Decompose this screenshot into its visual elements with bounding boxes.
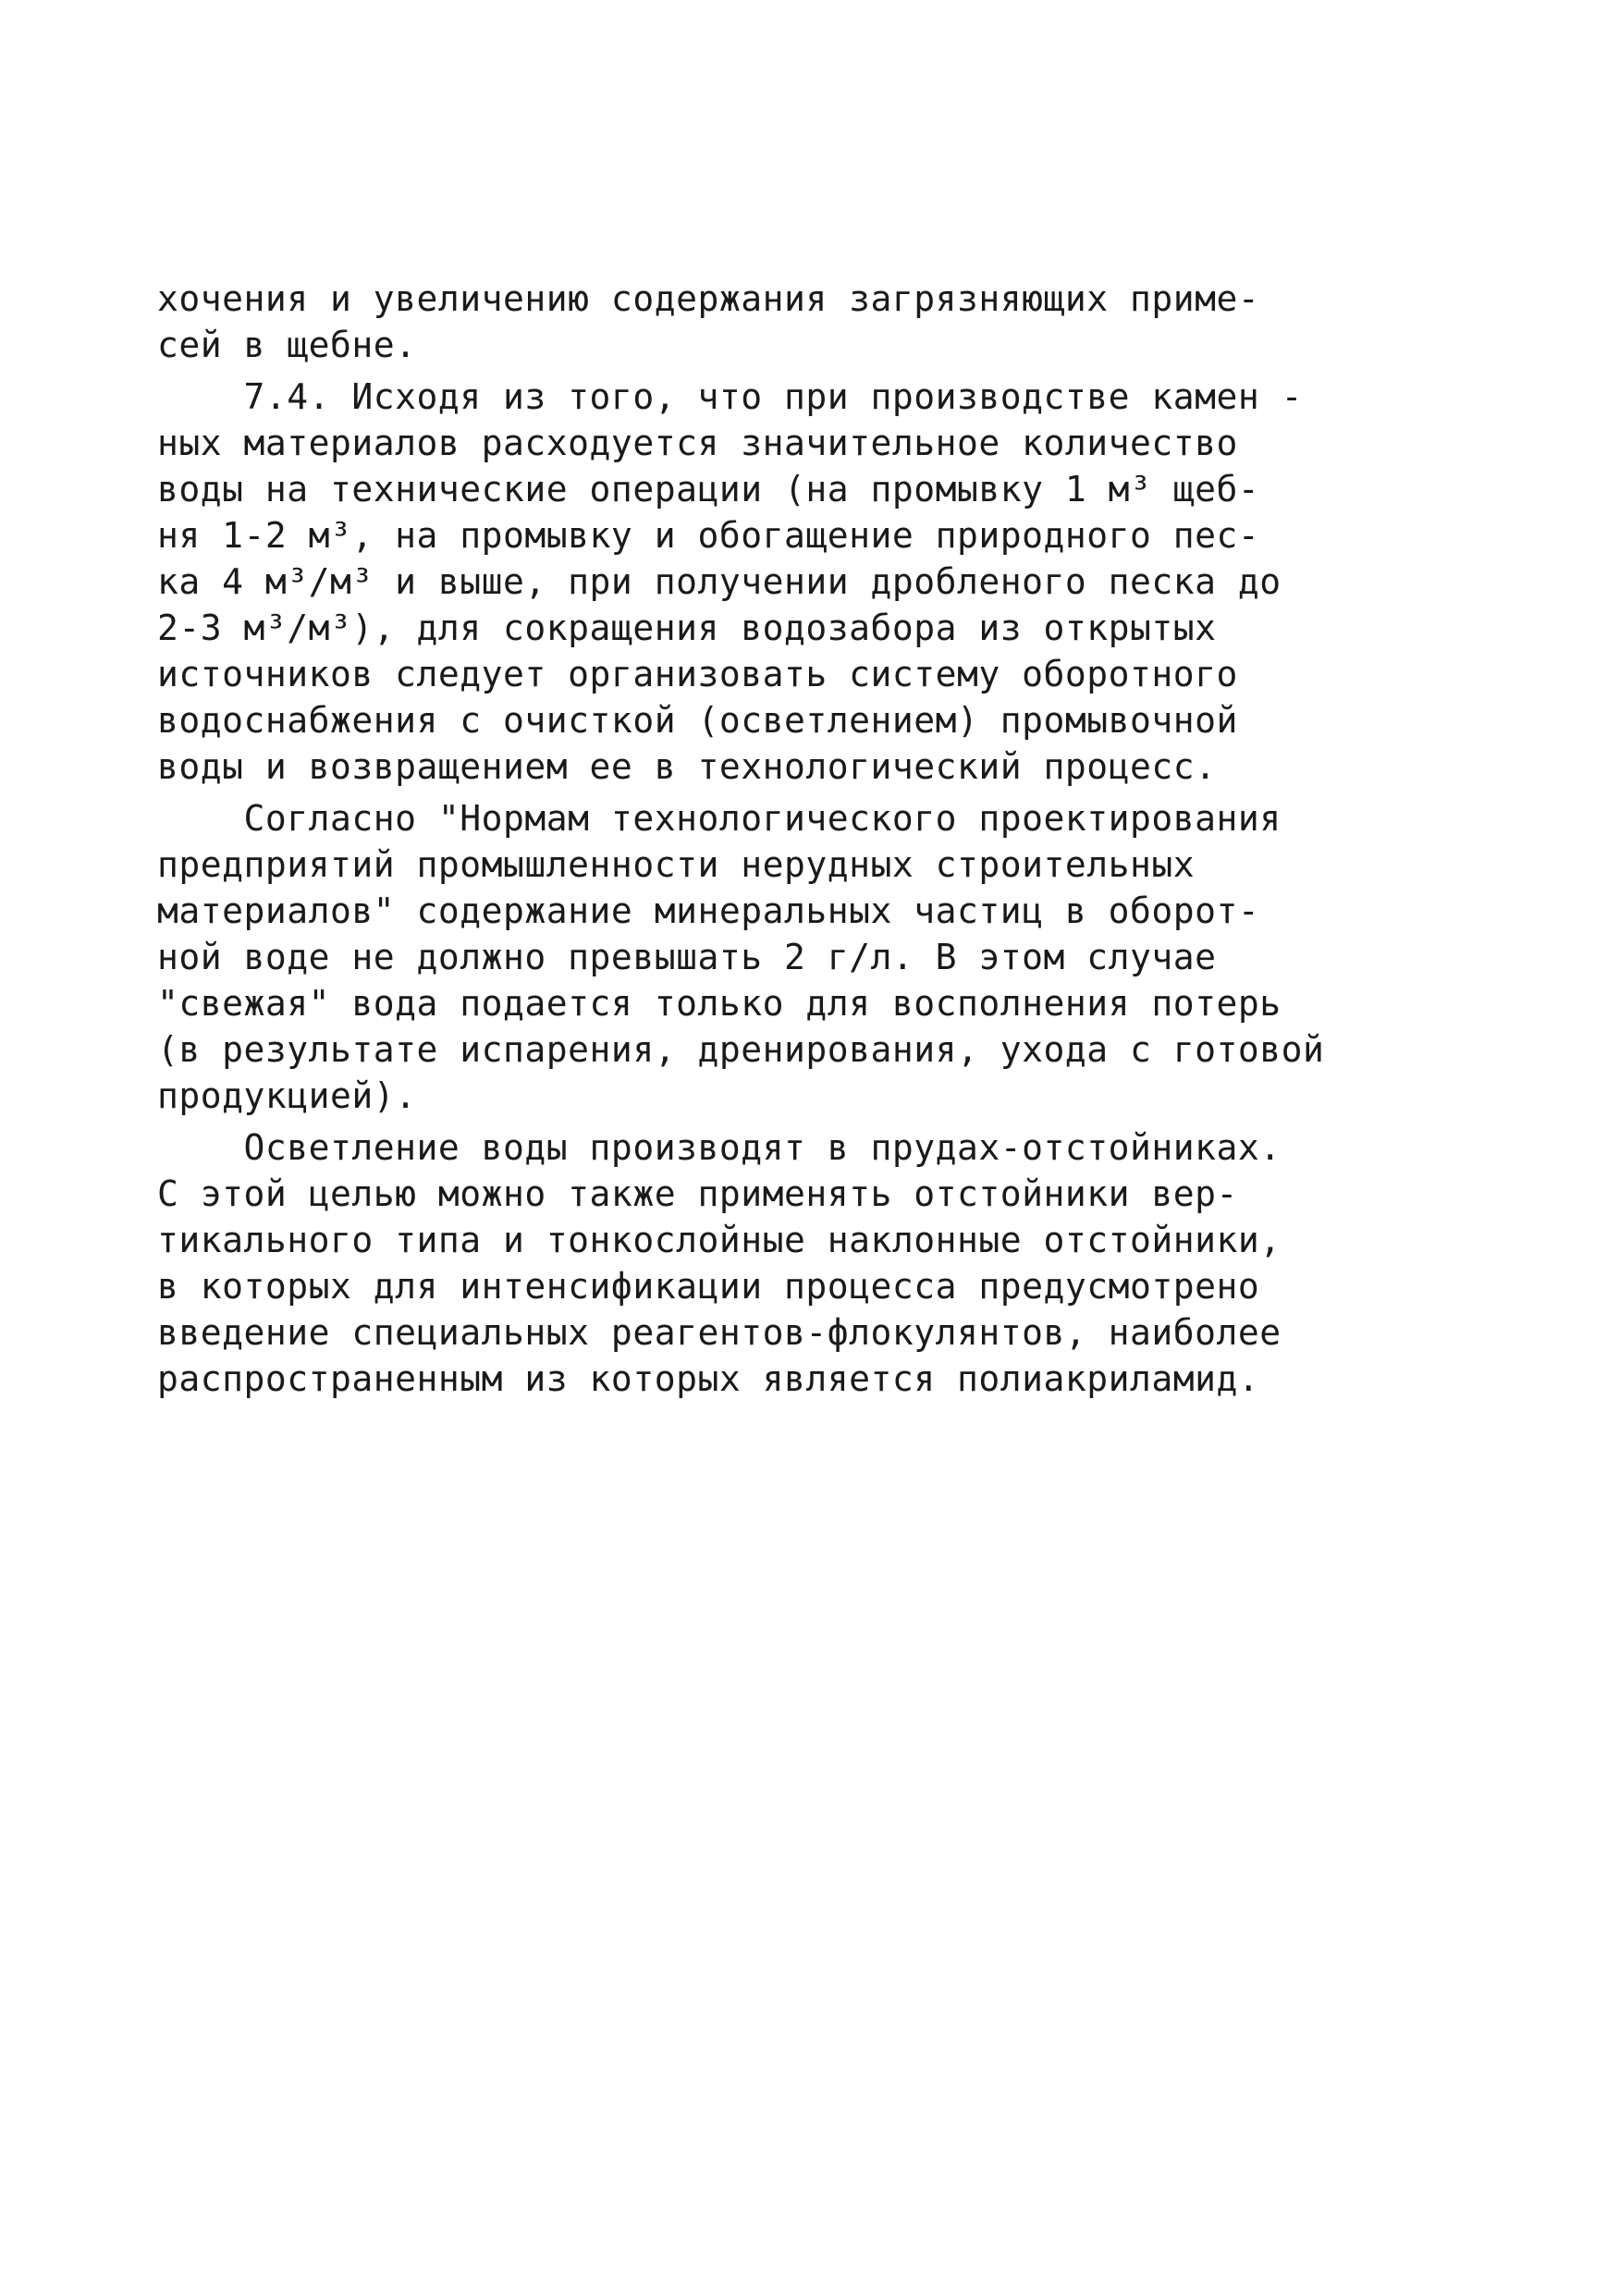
- text-line: "свежая" вода подается только для восполнения потерь: [157, 983, 1282, 1024]
- text-line: продукцией).: [157, 1075, 417, 1116]
- text-line: предприятий промышленности нерудных строительных: [157, 844, 1196, 885]
- text-line: тикального типа и тонкослойные наклонные отстойники,: [157, 1220, 1282, 1260]
- body-text: [157, 276, 1378, 1402]
- paragraph-clarification-start: Осветление воды производят в прудах-отстойниках.: [157, 1127, 1282, 1168]
- text-line: 2-3 м³/м³), для сокращения водозабора из открытых: [157, 608, 1217, 648]
- text-line: сей в щебне.: [157, 325, 417, 365]
- text-line: источников следует организовать систему оборотного: [157, 654, 1238, 694]
- text-line: хочения и увеличению содержания загрязняющих приме-: [157, 278, 1260, 319]
- text-line: ня 1-2 м³, на промывку и обогащение природного пес-: [157, 515, 1260, 556]
- text-line: С этой целью можно также применять отстойники вер-: [157, 1173, 1238, 1214]
- text-line: ной воде не должно превышать 2 г/л. В этом случае: [157, 937, 1217, 977]
- text-line: введение специальных реагентов-флокулянтов, наиболее: [157, 1312, 1282, 1353]
- text-line: воды на технические операции (на промывку 1 м³ щеб-: [157, 469, 1260, 510]
- text-line: распространенным из которых является полиакриламид.: [157, 1358, 1260, 1399]
- text-line: материалов" содержание минеральных частиц в оборот-: [157, 890, 1260, 931]
- paragraph-norms-start: Согласно "Нормам технологического проектирования: [157, 798, 1282, 839]
- text-line: воды и возвращением ее в технологический процесс.: [157, 746, 1217, 787]
- text-line: в которых для интенсификации процесса предусмотрено: [157, 1266, 1260, 1307]
- text-line: ка 4 м³/м³ и выше, при получении дробленого песка до: [157, 561, 1282, 602]
- text-line: ных материалов расходуется значительное количество: [157, 423, 1238, 463]
- text-line: водоснабжения с очисткой (осветлением) промывочной: [157, 700, 1238, 741]
- text-line: (в результате испарения, дренирования, ухода с готовой: [157, 1029, 1325, 1070]
- paragraph-7-4-start: 7.4. Исходя из того, что при производстве камен -: [157, 376, 1304, 417]
